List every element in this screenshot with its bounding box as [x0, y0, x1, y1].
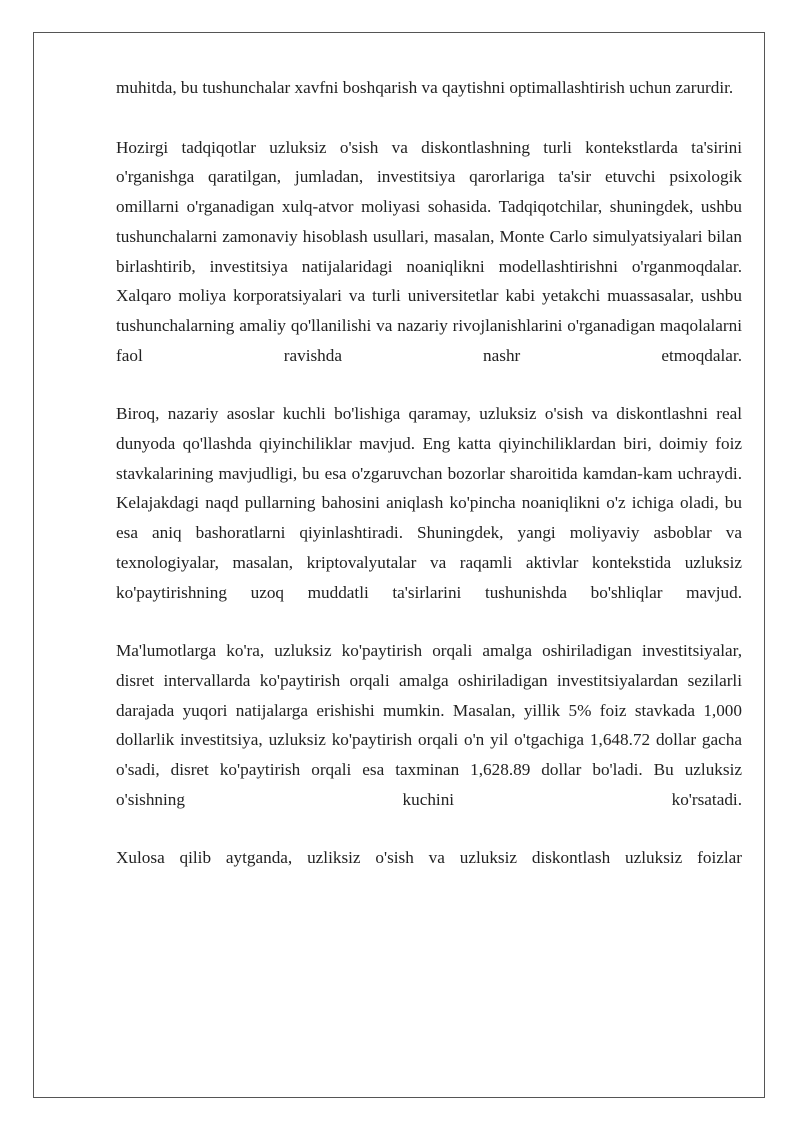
paragraph-5: Xulosa qilib aytganda, uzliksiz o'sish va uzluksiz diskontlash uzluksiz foizlar: [116, 848, 742, 868]
paragraph-4: Ma'lumotlarga ko'ra, uzluksiz ko'paytirish orqali amalga oshiriladigan investitsiyalar, disret intervallarda ko'paytirish orqali amalga oshiriladigan investitsiyalardan sezilarli darajada yuqori natijalarga erishishi mumkin. Masalan, yillik 5% foiz stavkada 1,000 dollarlik investitsiya, uzluksiz ko'paytirish orqali o'n yil o'tgachiga 1,648.72 dollar gacha o'sadi, disret ko'paytirish orqali esa taxminan 1,628.89 dollar bo'ladi. Bu uzluksiz o'sishning kuchini ko'rsatadi.: [116, 641, 742, 809]
paragraph-2: Hozirgi tadqiqotlar uzluksiz o'sish va diskontlashning turli kontekstlarda ta'sirini o'rganishga qaratilgan, jumladan, investitsiya qarorlariga ta'sir etuvchi psixologik omillarni o'rganadigan xulq-atvor moliyasi sohasida. Tadqiqotchilar, shuningdek, ushbu tushunchalarni zamonaviy hisoblash usullari, masalan, Monte Carlo simulyatsiyalari bilan birlashtirib, investitsiya natijalaridagi noaniqlikni modellashtirishni o'rganmoqdalar. Xalqaro moliya korporatsiyalari va turli universitetlar kabi yetakchi muassasalar, ushbu tushunchalarning amaliy qo'llanilishi va nazariy rivojlanishlarini o'rganadigan maqolalarni faol ravishda nashr etmoqdalar.: [116, 137, 742, 365]
paragraph-3: Biroq, nazariy asoslar kuchli bo'lishiga qaramay, uzluksiz o'sish va diskontlashni real dunyoda qo'llashda qiyinchiliklar mavjud. Eng katta qiyinchiliklardan biri, doimiy foiz stavkalarining mavjudligi, bu esa o'zgaruvchan bozorlar sharoitida kamdan-kam uchraydi. Kelajakdagi naqd pullarning bahosini aniqlash ko'pincha noaniqlikni o'z ichiga oladi, bu esa aniq bashoratlarni qiyinlashtiradi. Shuningdek, yangi moliyaviy asboblar va texnologiyalar, masalan, kriptovalyutalar va raqamli aktivlar kontekstida uzluksiz ko'paytirishning uzoq muddatli ta'sirlarini tushunishda bo'shliqlar mavjud.: [116, 404, 742, 602]
document-body: [116, 73, 742, 873]
paragraph-1: muhitda, bu tushunchalar xavfni boshqarish va qaytishni optimallashtirish uchun zarurdir.: [116, 78, 734, 97]
